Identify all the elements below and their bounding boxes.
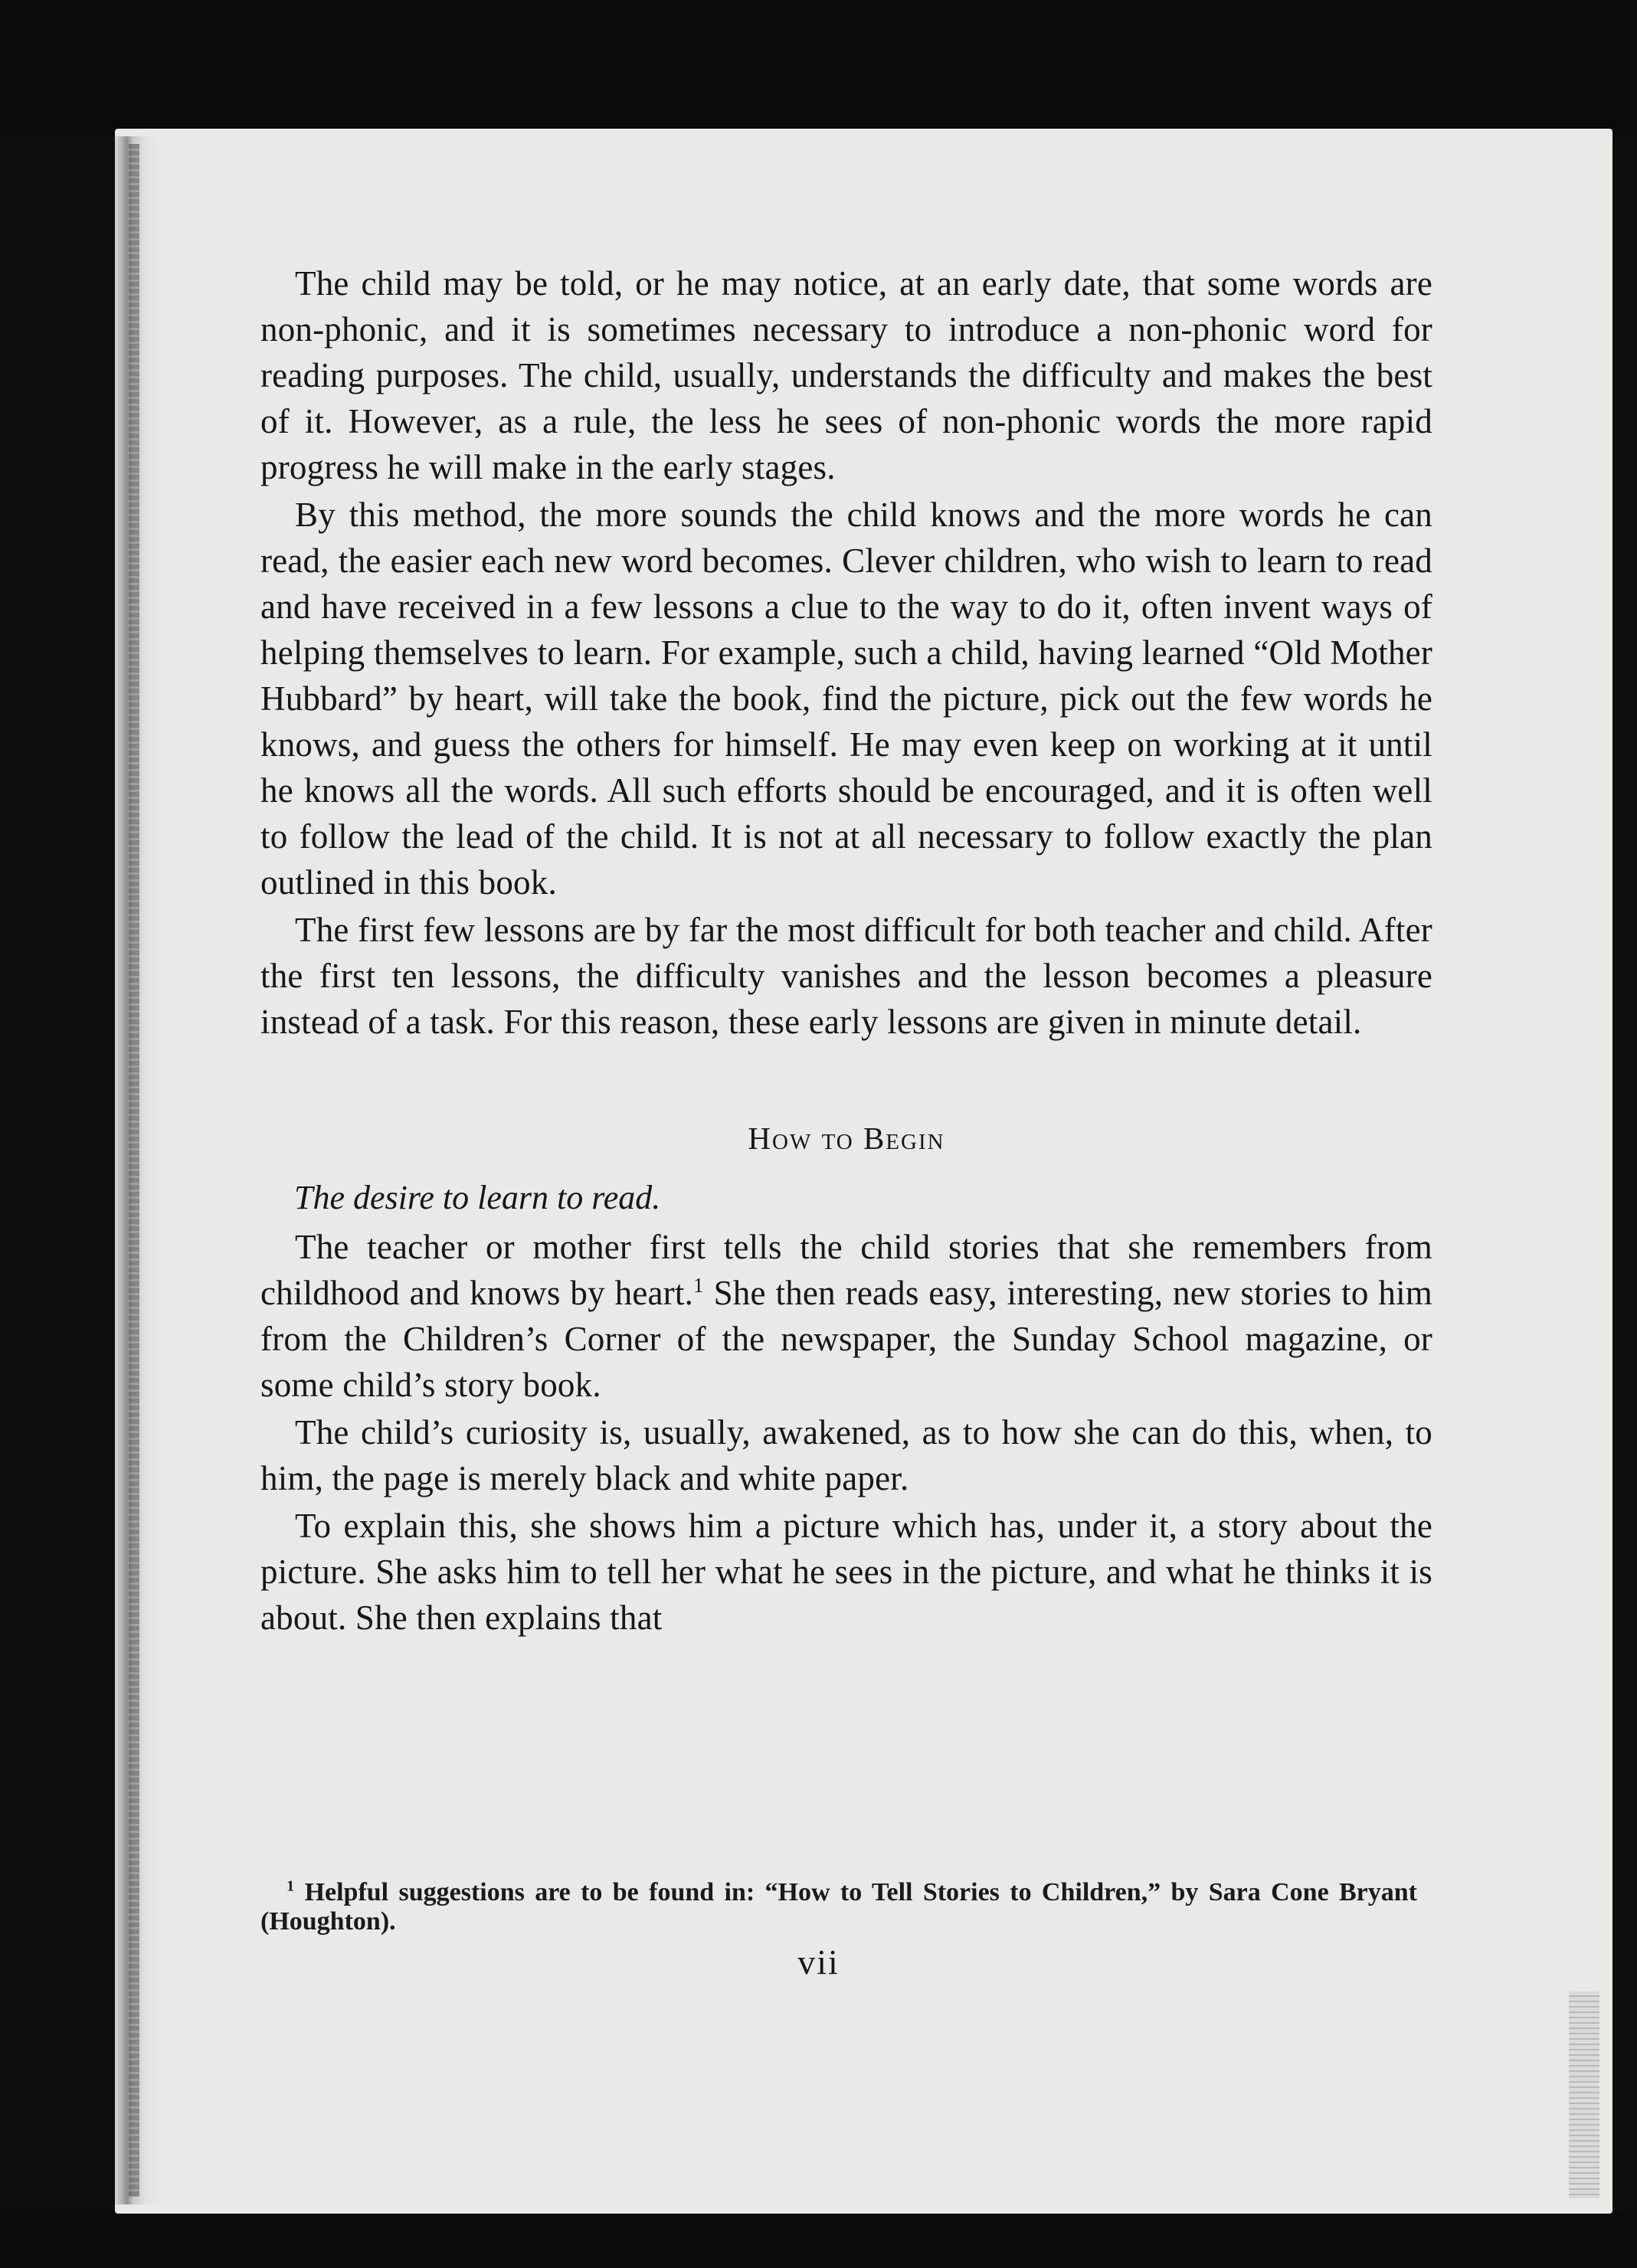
footnote-reference: 1 [693,1274,704,1297]
body-text [260,260,1432,1642]
paragraph-non-phonic: The child may be told, or he may notice, at an early date, that some words are non-phonic, and it is sometimes necessary to introduce a non-phonic word for reading purposes. The child, usually, understands the difficulty and makes the best of it. However, as a rule, the less he sees of non-phonic words the more rapid progress he will make in the early stages. [260,264,1432,486]
footnote-marker: 1 [286,1877,295,1895]
paragraph-stories [260,1224,1432,1408]
scan-top-border [0,0,1637,136]
scan-bottom-border [0,2210,1637,2268]
footnote [260,1878,1417,1936]
paragraph-stories-start: The teacher or mother first tells the child stories that she remembers from childhood and knows by heart. [260,1228,1432,1312]
section-subheading: The desire to learn to read. [294,1179,661,1216]
paragraph-picture: To explain this, she shows him a picture which has, under it, a story about the picture. She asks him to tell her what he sees in the picture, and what he thinks it is about. She then explains that [260,1507,1432,1637]
paragraph-curiosity: The child’s curiosity is, usually, awakened, as to how she can do this, when, to him, the page is merely black and white paper. [260,1413,1432,1497]
paragraph-stories-end: She then reads easy, interesting, new stories to him from the Children’s Corner of the newspaper, the Sunday School magazine, or some child’s story book. [260,1274,1432,1404]
paragraph-method: By this method, the more sounds the child knows and the more words he can read, the easier each new word becomes. Clever children, who wish to learn to read and have received in a few lessons a clue to the way to do it, often invent ways of helping themselves to learn. For example, such a child, having learned “Old Mother Hubbard” by heart, will take the book, find the picture, pick out the few words he knows, and guess the others for himself. He may even keep on working at it until he knows all the words. All such efforts should be encouraged, and it is often well to follow the lead of the child. It is not at all necessary to follow exactly the plan outlined in this book. [260,496,1432,902]
footnote-text: Helpful suggestions are to be found in: “How to Tell Stories to Children,” by Sara Cone Bryant (Houghton). [260,1878,1418,1936]
page-binding-edge [129,144,139,2197]
section-heading: How to Begin [748,1121,945,1156]
page-stack-edge [1569,1991,1599,2198]
page-number: vii [797,1942,840,1982]
paragraph-first-lessons: The first few lessons are by far the most difficult for both teacher and child. After the first ten lessons, the difficulty vanishes and the lesson becomes a pleasure instead of a task. For this reason, these early lessons are given in minute detail. [260,911,1432,1041]
